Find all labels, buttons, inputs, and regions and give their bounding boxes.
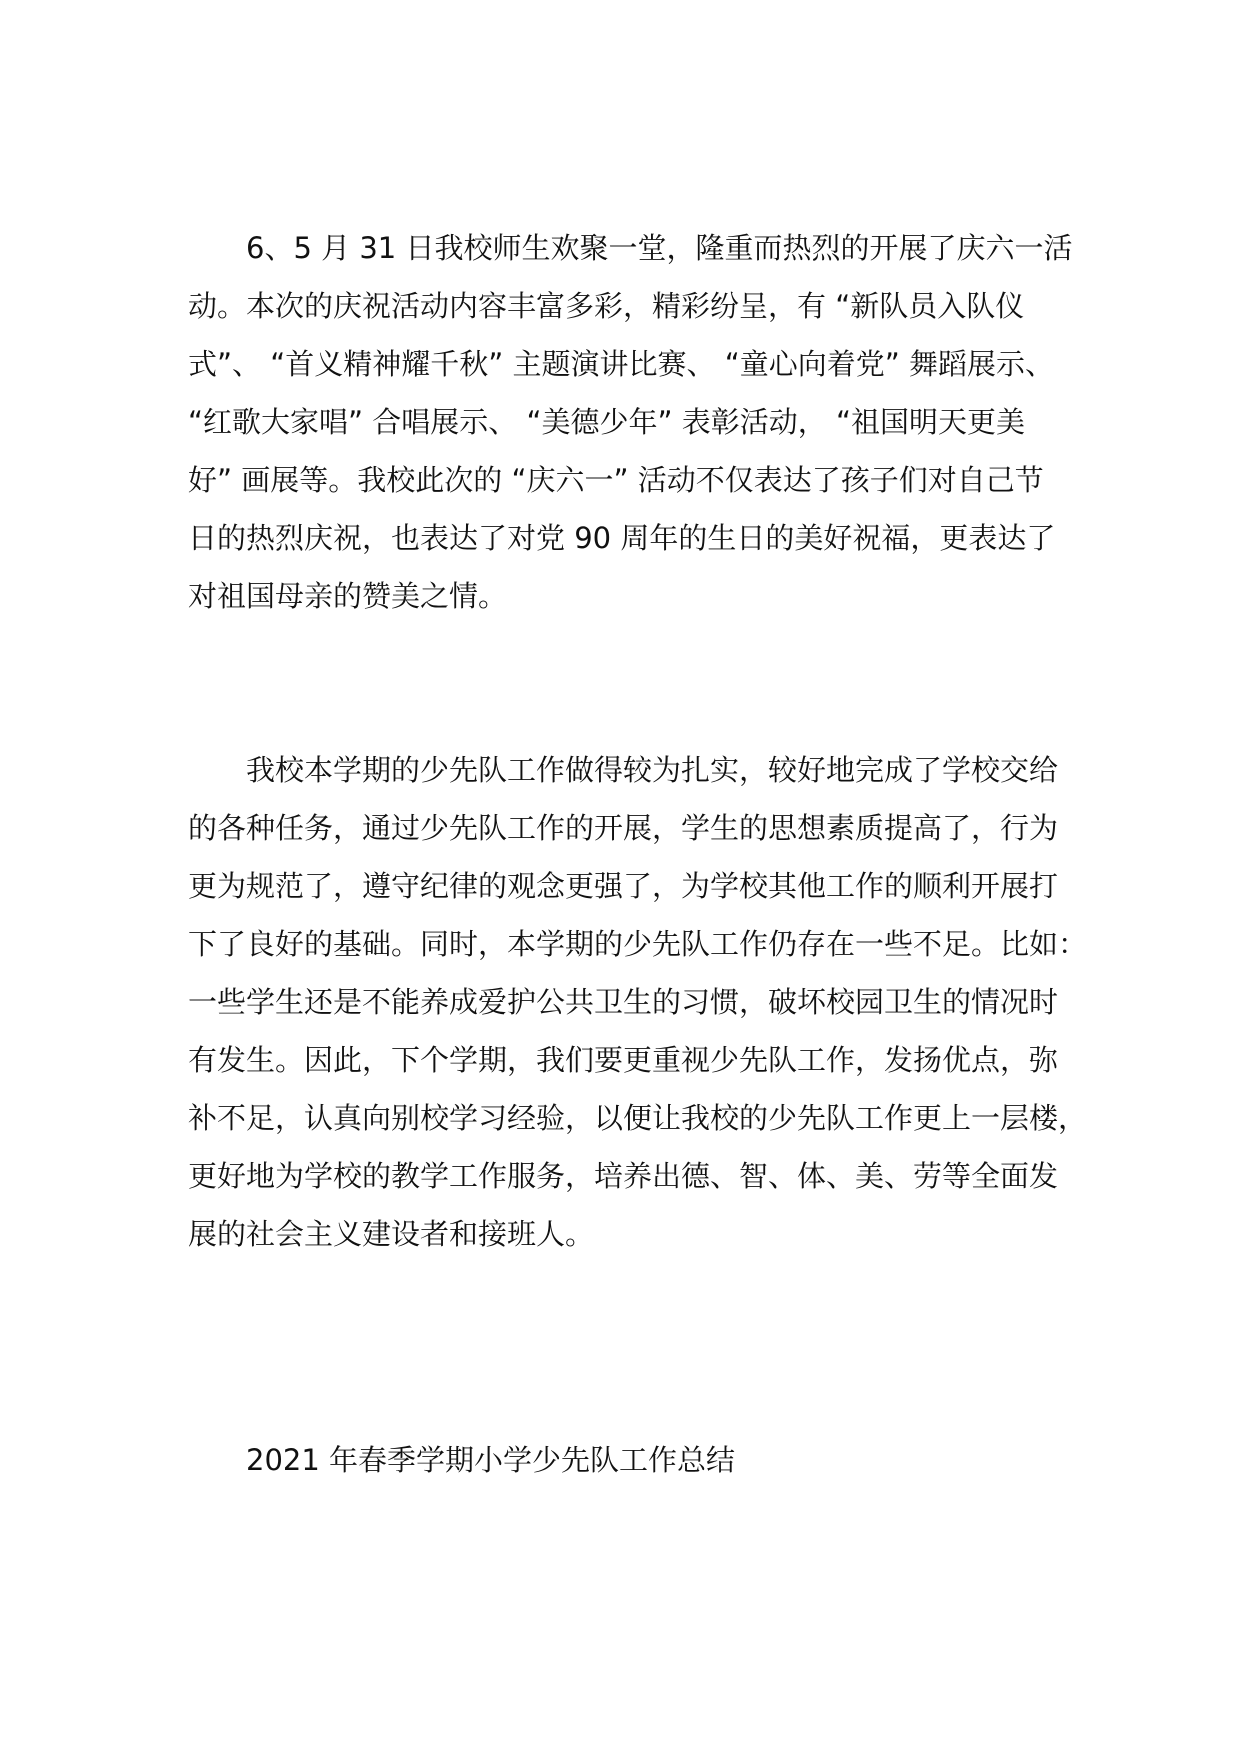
paragraph-line: 补不足，认真向别校学习经验，以便让我校的少先队工作更上一层楼， [188,1101,1088,1135]
paragraph-line: 好” 画展等。我校此次的 “庆六一” 活动不仅表达了孩子们对自己节 [188,463,1044,497]
paragraph-line: 一些学生还是不能养成爱护公共卫生的习惯，破坏校园卫生的情况时 [188,985,1059,1019]
paragraph-line: “红歌大家唱” 合唱展示、 “美德少年” 表彰活动， “祖国明天更美 [188,405,1025,439]
paragraph-line: 有发生。因此，下个学期，我们要更重视少先队工作，发扬优点，弥 [188,1043,1059,1077]
paragraph-line: 动。本次的庆祝活动内容丰富多彩，精彩纷呈，有 “新队员入队仪 [188,289,1025,323]
paragraph-line: 6、5 月 31 日我校师生欢聚一堂，隆重而热烈的开展了庆六一活 [246,231,1073,265]
document-title: 2021 年春季学期小学少先队工作总结 [246,1443,736,1477]
paragraph-line: 式”、 “首义精神耀千秋” 主题演讲比赛、 “童心向着党” 舞蹈展示、 [188,347,1054,381]
paragraph-line: 更为规范了，遵守纪律的观念更强了，为学校其他工作的顺利开展打 [188,869,1059,903]
paragraph-line: 的各种任务，通过少先队工作的开展，学生的思想素质提高了，行为 [188,811,1059,845]
paragraph-line: 日的热烈庆祝，也表达了对党 90 周年的生日的美好祝福，更表达了 [188,521,1056,555]
paragraph-line: 对祖国母亲的赞美之情。 [188,579,508,613]
paragraph-line: 下了良好的基础。同时，本学期的少先队工作仍存在一些不足。比如： [188,927,1088,961]
paragraph-line: 我校本学期的少先队工作做得较为扎实，较好地完成了学校交给 [246,753,1059,787]
paragraph-line: 展的社会主义建设者和接班人。 [188,1217,595,1251]
paragraph-line: 更好地为学校的教学工作服务，培养出德、智、体、美、劳等全面发 [188,1159,1059,1193]
